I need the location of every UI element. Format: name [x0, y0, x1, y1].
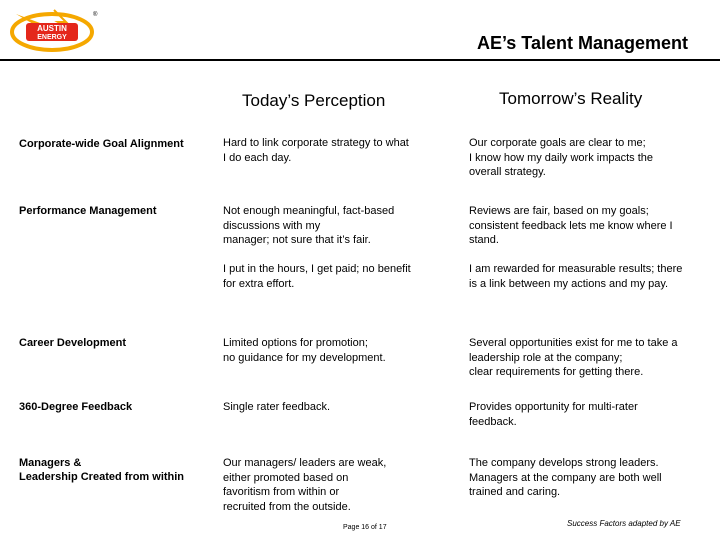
slide-title: AE’s Talent Management	[476, 33, 688, 53]
cell-today-360-feedback: Single rater feedback.	[223, 401, 331, 413]
cell-today-goal-alignment: Hard to link corporate strategy to what I do each day.	[223, 137, 409, 164]
austin-energy-logo	[8, 8, 100, 54]
cell-tomorrow-managers-leadership: The company develops strong leaders. Managers at the company are both well trained and caring.	[469, 457, 662, 498]
logo-line2: ENERGY	[37, 34, 67, 41]
column-header-tomorrow: Tomorrow’s Reality	[499, 89, 643, 108]
cell-tomorrow-career-development: Several opportunities exist for me to take a leadership role at the company; clear requirements for getting there.	[469, 337, 678, 378]
column-header-today: Today’s Perception	[242, 91, 386, 110]
cell-tomorrow-goal-alignment: Our corporate goals are clear to me; I know how my daily work impacts the overall strategy.	[469, 137, 654, 178]
row-label-managers-leadership: Managers & Leadership Created from within	[19, 457, 185, 483]
registered-mark: ®	[93, 12, 98, 18]
cell-tomorrow-performance-management: Reviews are fair, based on my goals; consistent feedback lets me know where I stand.	[469, 205, 673, 246]
row-label-goal-alignment: Corporate-wide Goal Alignment	[19, 138, 184, 150]
title-divider	[0, 59, 720, 61]
row-label-career-development: Career Development	[19, 337, 126, 349]
logo-line1: AUSTIN	[37, 24, 67, 33]
cell-today-career-development: Limited options for promotion; no guidance for my development.	[223, 337, 386, 364]
cell-today-managers-leadership: Our managers/ leaders are weak, either promoted based on favoritism from within or recruited from the outside.	[223, 457, 387, 513]
cell-today-pay-for-performance: I put in the hours, I get paid; no benefit for extra effort.	[223, 263, 411, 290]
cell-tomorrow-pay-for-performance: I am rewarded for measurable results; there is a link between my actions and my pay.	[469, 263, 683, 290]
page-number: Page 16 of 17	[343, 524, 387, 531]
source-credit: Success Factors adapted by AE	[567, 519, 681, 528]
row-label-performance-management: Performance Management	[19, 205, 157, 217]
row-label-360-feedback: 360-Degree Feedback	[19, 401, 133, 413]
cell-today-performance-management: Not enough meaningful, fact-based discussions with my manager; not sure that it’s fair.	[223, 205, 395, 246]
cell-tomorrow-360-feedback: Provides opportunity for multi-rater feedback.	[469, 401, 638, 428]
